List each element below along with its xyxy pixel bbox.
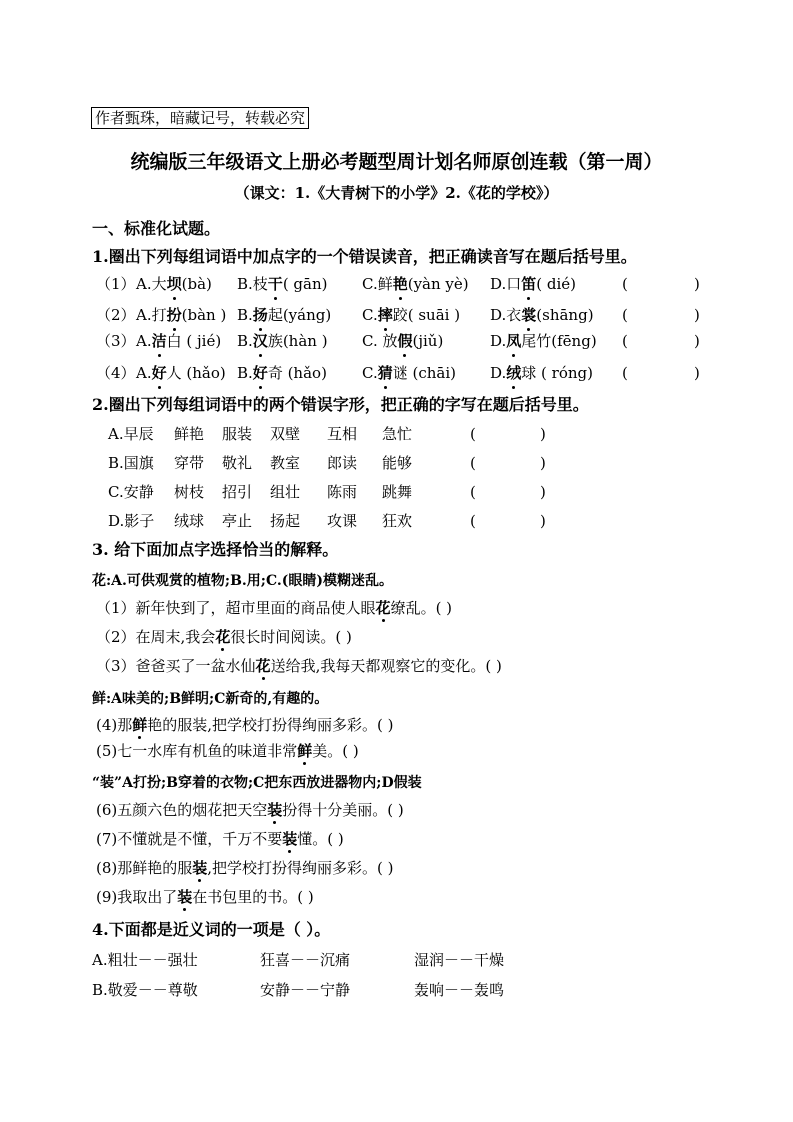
pinyin: 球 ( róng) — [521, 364, 593, 382]
pinyin: (bàn ) — [181, 306, 227, 324]
word: A.早辰 — [108, 425, 154, 443]
definition-xian: 鲜:A味美的;B鲜明;C新奇的,有趣的。 — [92, 691, 329, 707]
word: 敬礼 — [222, 454, 253, 472]
dotted-char: 猜 — [378, 361, 393, 385]
q3-item — [96, 597, 452, 618]
item-text: (5)七一水库有机鱼的味道非常 — [96, 742, 298, 760]
item-text: （3）爸爸买了一盆水仙 — [96, 657, 256, 675]
pinyin: 白 ( jié) — [166, 332, 222, 350]
q2-row — [0, 422, 793, 446]
dotted-char: 扮 — [167, 303, 182, 327]
option-a — [136, 329, 221, 353]
q2-prompt: 2.圈出下列每组词语中的两个错误字形，把正确的字写在题后括号里。 — [92, 395, 589, 414]
q3-item — [96, 828, 344, 849]
q3-item — [96, 714, 394, 735]
pinyin: 起(yáng) — [267, 306, 332, 324]
pinyin: (bà) — [181, 275, 212, 293]
q3-item — [96, 799, 404, 820]
dotted-char: 装 — [177, 888, 193, 906]
word: C.安静 — [108, 483, 154, 501]
q1-row — [0, 329, 793, 353]
q2-row — [0, 480, 793, 504]
option-c — [362, 361, 456, 385]
pinyin: 谜 (chāi) — [392, 364, 457, 382]
choice-pair: B.敬爱－－尊敬 — [92, 981, 198, 999]
word: 鲜艳 — [174, 425, 205, 443]
pinyin: (yàn yè) — [407, 275, 469, 293]
dotted-char: 花 — [215, 628, 231, 646]
choice-pair: 湿润－－干燥 — [414, 951, 505, 969]
word: 狂欢 — [382, 512, 413, 530]
dotted-char: 好 — [253, 361, 268, 385]
choice-pair: 轰响－－轰鸣 — [414, 981, 505, 999]
pinyin: 族(hàn ) — [267, 332, 328, 350]
answer-blank[interactable]: ( ) — [470, 454, 546, 472]
dotted-char: 裳 — [521, 303, 536, 327]
q3-item — [96, 740, 359, 761]
pinyin: (jiǔ) — [412, 332, 444, 350]
word: 跳舞 — [382, 483, 413, 501]
option-prefix: D.口 — [490, 275, 522, 293]
q4-prompt: 4.下面都是近义词的一项是（ ）。 — [92, 920, 331, 939]
dotted-char: 装 — [282, 830, 298, 848]
word: 组壮 — [270, 483, 301, 501]
option-a — [136, 303, 226, 327]
q1-row — [0, 272, 793, 296]
dotted-char: 笛 — [521, 272, 536, 296]
answer-blank[interactable]: ( ) — [622, 275, 700, 293]
option-prefix: A. — [136, 332, 152, 350]
word: 教室 — [270, 454, 301, 472]
pinyin: 人 (hǎo) — [166, 364, 226, 382]
answer-blank[interactable]: ( ) — [470, 512, 546, 530]
option-c — [362, 272, 469, 296]
pinyin: 跤( suāi ) — [392, 306, 461, 324]
q2-row — [0, 451, 793, 475]
page-title: 统编版三年级语文上册必考题型周计划名师原创连载（第一周） — [130, 151, 663, 173]
dotted-char: 鲜 — [297, 742, 313, 760]
option-prefix: B.枝 — [237, 275, 268, 293]
option-d — [490, 361, 593, 385]
dotted-char: 摔 — [378, 303, 393, 327]
option-prefix: C. — [362, 306, 378, 324]
word: B.国旗 — [108, 454, 154, 472]
definition-zhuang: “装”A打扮;B穿着的衣物;C把东西放进器物内;D假装 — [92, 775, 422, 791]
word: 互相 — [327, 425, 358, 443]
dotted-char: 装 — [267, 801, 283, 819]
answer-blank[interactable]: ( ) — [622, 306, 700, 324]
dotted-char: 装 — [192, 859, 208, 877]
option-d — [490, 329, 597, 353]
word: 服装 — [222, 425, 253, 443]
q3-item — [96, 886, 314, 907]
word: 穿带 — [174, 454, 205, 472]
choice-pair: 狂喜－－沉痛 — [260, 951, 351, 969]
row-number: （3） — [96, 332, 136, 350]
dotted-char: 坝 — [167, 272, 182, 296]
dotted-char: 绒 — [506, 361, 521, 385]
q3-item — [96, 626, 352, 647]
q1-row — [0, 361, 793, 385]
item-text: （2）在周末,我会 — [96, 628, 216, 646]
item-text: (4)那 — [96, 716, 133, 734]
option-a — [136, 272, 212, 296]
row-number: （1） — [96, 275, 136, 293]
word: 树枝 — [174, 483, 205, 501]
option-prefix: D.衣 — [490, 306, 522, 324]
option-prefix: C.鲜 — [362, 275, 393, 293]
word: D.影子 — [108, 512, 155, 530]
option-prefix: D. — [490, 332, 507, 350]
dotted-char: 凤 — [506, 329, 521, 353]
option-prefix: D. — [490, 364, 507, 382]
q1-row — [0, 303, 793, 327]
word: 能够 — [382, 454, 413, 472]
option-c — [362, 303, 460, 327]
dotted-char: 扬 — [253, 303, 268, 327]
option-c — [362, 329, 443, 353]
dotted-char: 好 — [152, 361, 167, 385]
option-prefix: B. — [237, 306, 253, 324]
q3-item — [96, 857, 394, 878]
item-text: 很长时间阅读。( ) — [230, 628, 352, 646]
section-heading: 一、标准化试题。 — [92, 219, 221, 238]
q3-item — [96, 655, 502, 676]
word: 绒球 — [174, 512, 205, 530]
option-b — [237, 361, 327, 385]
row-number: （4） — [96, 364, 136, 382]
choice-pair: A.粗壮－－强壮 — [92, 951, 198, 969]
pinyin: (shāng) — [536, 306, 594, 324]
answer-blank[interactable]: ( ) — [470, 425, 546, 443]
item-text: ,把学校打扮得绚丽多彩。( ) — [207, 859, 394, 877]
page-subtitle: （课文：1.《大青树下的小学》2.《花的学校》） — [234, 184, 559, 202]
option-prefix: A.打 — [136, 306, 167, 324]
q2-row — [0, 509, 793, 533]
item-text: 懂。( ) — [297, 830, 344, 848]
item-text: 送给我,我每天都观察它的变化。( ) — [270, 657, 502, 675]
item-text: 在书包里的书。( ) — [192, 888, 314, 906]
word: 急忙 — [382, 425, 413, 443]
word: 亭止 — [222, 512, 253, 530]
option-prefix: A. — [136, 364, 152, 382]
watermark-box: 作者甄珠，暗藏记号，转载必究 — [91, 107, 309, 129]
option-prefix: B. — [237, 332, 253, 350]
word: 陈雨 — [327, 483, 358, 501]
option-a — [136, 361, 226, 385]
item-text: 艳的服装,把学校打扮得绚丽多彩。( ) — [147, 716, 394, 734]
item-text: (9)我取出了 — [96, 888, 178, 906]
option-d — [490, 303, 594, 327]
choice-pair: 安静－－宁静 — [260, 981, 351, 999]
dotted-char: 花 — [375, 599, 391, 617]
pinyin: ( dié) — [536, 275, 577, 293]
option-d — [490, 272, 576, 296]
dotted-char: 艳 — [393, 272, 408, 296]
word: 扬起 — [270, 512, 301, 530]
q1-prompt: 1.圈出下列每组词语中加点字的一个错误读音，把正确读音写在题后括号里。 — [92, 247, 637, 266]
pinyin: ( gān) — [282, 275, 328, 293]
dotted-char: 鲜 — [132, 716, 148, 734]
answer-blank[interactable]: ( ) — [470, 483, 546, 501]
row-number: （2） — [96, 306, 136, 324]
option-b — [237, 303, 331, 327]
word: 招引 — [222, 483, 253, 501]
answer-blank[interactable]: ( ) — [622, 332, 700, 350]
option-prefix: A.大 — [136, 275, 167, 293]
word: 郎读 — [327, 454, 358, 472]
dotted-char: 假 — [397, 329, 412, 353]
item-text: （1）新年快到了，超市里面的商品使人眼 — [96, 599, 376, 617]
option-prefix: C. — [362, 364, 378, 382]
dotted-char: 干 — [268, 272, 283, 296]
dotted-char: 花 — [255, 657, 271, 675]
item-text: 缭乱。( ) — [390, 599, 453, 617]
item-text: (7)不懂就是不懂，千万不要 — [96, 830, 283, 848]
pinyin: 尾竹(fēng) — [521, 332, 597, 350]
q3-prompt: 3. 给下面加点字选择恰当的解释。 — [92, 540, 339, 559]
item-text: 美。( ) — [312, 742, 359, 760]
item-text: (6)五颜六色的烟花把天空 — [96, 801, 268, 819]
dotted-char: 洁 — [152, 329, 167, 353]
definition-hua: 花:A.可供观赏的植物;B.用;C.(眼睛)模糊迷乱。 — [92, 573, 393, 589]
option-b — [237, 329, 328, 353]
pinyin: 奇 (hǎo) — [267, 364, 327, 382]
item-text: (8)那鲜艳的服 — [96, 859, 193, 877]
answer-blank[interactable]: ( ) — [622, 364, 700, 382]
word: 双壁 — [270, 425, 301, 443]
dotted-char: 汉 — [253, 329, 268, 353]
item-text: 扮得十分美丽。( ) — [282, 801, 404, 819]
option-prefix: C. 放 — [362, 332, 398, 350]
option-b — [237, 272, 328, 296]
word: 攻课 — [327, 512, 358, 530]
option-prefix: B. — [237, 364, 253, 382]
